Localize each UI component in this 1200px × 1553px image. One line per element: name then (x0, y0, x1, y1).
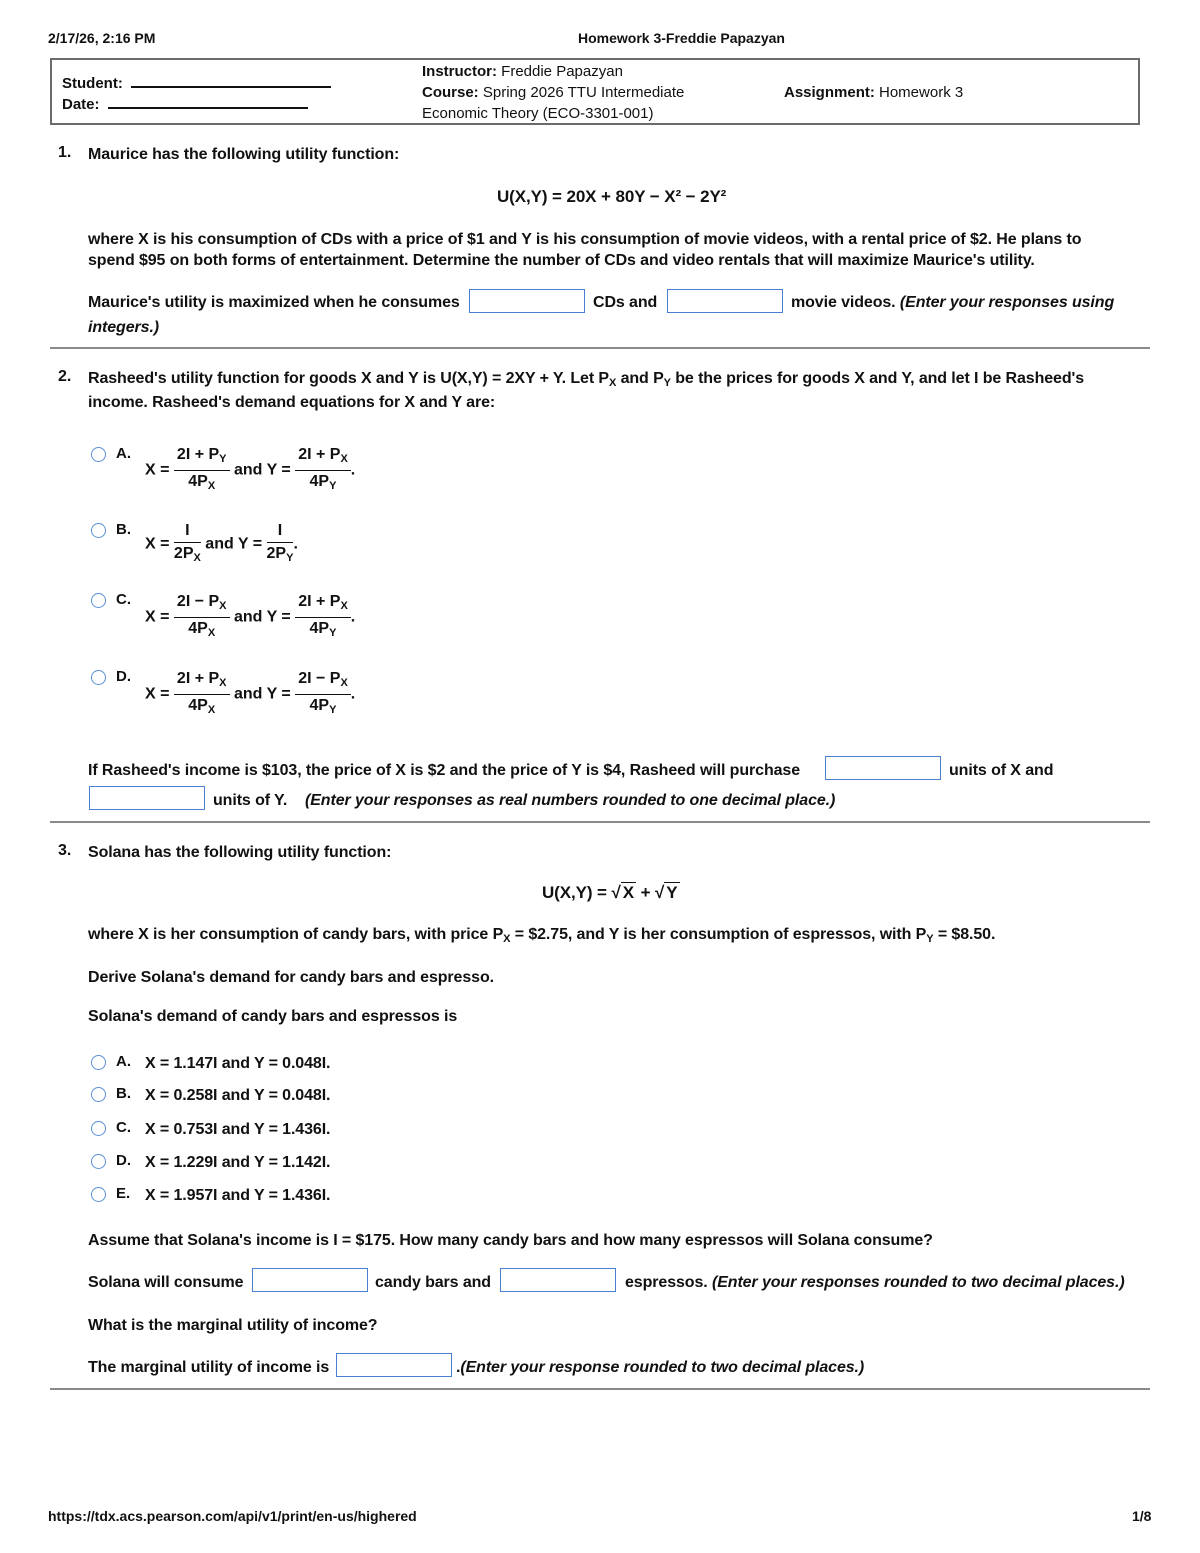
q2-d-x-eq: X = (145, 685, 170, 703)
q2-b-x-fraction (174, 520, 201, 569)
q3-option-a-letter: A. (116, 1053, 131, 1070)
date-label: Date: (62, 96, 100, 113)
q2-x-units-input[interactable] (825, 756, 941, 780)
q2-line1-c: be the prices for goods X and Y, and let I be Rasheed's (670, 370, 1085, 387)
q1-intro: Maurice has the following utility function: (88, 146, 400, 163)
footer-page: 1/8 (1132, 1508, 1152, 1524)
course-value-line1: Spring 2026 TTU Intermediate (478, 84, 685, 101)
course-value-line2: Economic Theory (ECO-3301-001) (422, 105, 654, 122)
q2-d-x-num-sub: X (219, 677, 227, 689)
assignment-field (784, 83, 963, 103)
q2-b-and-y: and Y = (205, 535, 263, 553)
q3-consume-suffix-group (625, 1272, 1125, 1293)
q1-cds-input[interactable] (469, 289, 585, 313)
q1-instruction-line1: (Enter your responses using (899, 294, 1115, 311)
instructor-field (422, 62, 623, 82)
q3-option-c-text: X = 0.753I and Y = 1.436I. (145, 1121, 331, 1138)
q2-option-c-letter: C. (116, 591, 131, 608)
q3-mu-income-input[interactable] (336, 1353, 452, 1377)
q2-option-c-equation (145, 591, 355, 644)
q2-b-y-den-sub: Y (286, 552, 294, 564)
q3-candy-bars-input[interactable] (252, 1268, 368, 1292)
q2-py-sub: Y (663, 377, 671, 389)
print-datetime: 2/17/26, 2:16 PM (48, 30, 156, 46)
q3-mu-dot: . (456, 1359, 461, 1376)
student-blank (131, 74, 331, 88)
q2-d-y-den: 4P (309, 697, 330, 714)
divider-q3 (50, 1388, 1150, 1390)
q3-mu-question: What is the marginal utility of income? (88, 1317, 378, 1334)
q2-option-a-equation (145, 444, 355, 497)
q3-consume-suffix: espressos. (625, 1274, 708, 1291)
q3-assume: Assume that Solana's income is I = $175. How many candy bars and how many espressos will Solana consume? (88, 1232, 933, 1249)
q2-a-x-den: 4P (188, 473, 208, 490)
print-doc-title: Homework 3-Freddie Papazyan (578, 30, 785, 46)
q2-d-y-den-sub: Y (329, 704, 337, 716)
instructor-value: Freddie Papazyan (497, 63, 623, 80)
q2-c-y-fraction (295, 591, 351, 644)
q1-equation: U(X,Y) = 20X + 80Y − X² − 2Y² (497, 187, 727, 206)
q2-line2: income. Rasheed's demand equations for X and Y are: (88, 394, 496, 411)
q2-a-y-den: 4P (309, 473, 330, 490)
q3-sqrt-x-arg: X (622, 883, 634, 902)
q2-option-a-radio[interactable] (91, 447, 106, 462)
q3-option-e-radio[interactable] (91, 1187, 106, 1202)
student-field (62, 74, 331, 94)
q3-eq-prefix: U(X,Y) = (542, 883, 607, 902)
q3-option-d-radio[interactable] (91, 1154, 106, 1169)
q2-a-y-num: 2I + P (298, 446, 341, 463)
q2-option-a-letter: A. (116, 445, 131, 462)
q2-a-x-fraction (174, 444, 230, 497)
q2-answer-line2-mid: units of Y. (213, 792, 288, 809)
q3-body-a: where X is her consumption of candy bars, with price P (88, 926, 504, 943)
q2-option-b-equation (145, 520, 298, 569)
q2-b-x-den: 2P (173, 545, 194, 562)
q3-mu-instruction-group (456, 1357, 864, 1378)
q3-option-d-text: X = 1.229I and Y = 1.142I. (145, 1154, 331, 1171)
q2-b-x-num: I (185, 522, 190, 539)
instructor-label: Instructor: (422, 63, 497, 80)
q2-c-y-num-sub: X (340, 600, 348, 612)
course-label: Course: (422, 84, 479, 101)
q2-y-units-input[interactable] (89, 786, 205, 810)
q3-option-c-radio[interactable] (91, 1121, 106, 1136)
q2-c-x-fraction (174, 591, 230, 644)
q2-a-period: . (350, 461, 356, 479)
q3-equation (542, 882, 680, 903)
q3-sqrt-x: √ X (611, 883, 634, 902)
q2-option-c-radio[interactable] (91, 593, 106, 608)
q2-option-d-equation (145, 668, 355, 721)
q2-c-period: . (350, 608, 356, 626)
q2-d-y-num-sub: X (340, 677, 348, 689)
date-field (62, 95, 308, 115)
q2-d-x-fraction (174, 668, 230, 721)
q2-c-y-den: 4P (309, 620, 330, 637)
q1-answer-suffix: movie videos. (791, 294, 896, 311)
q2-px-sub: X (608, 377, 617, 389)
q3-body (88, 924, 995, 950)
q3-body-c: = $8.50. (933, 926, 996, 943)
q2-a-x-num-sub: Y (219, 453, 227, 465)
q2-option-b-letter: B. (116, 521, 131, 538)
q2-b-y-num: I (277, 522, 283, 539)
q1-answer-mid: CDs and (593, 294, 658, 311)
q3-option-a-radio[interactable] (91, 1055, 106, 1070)
q3-option-b-radio[interactable] (91, 1087, 106, 1102)
q3-derive: Derive Solana's demand for candy bars and espresso. (88, 969, 494, 986)
q3-sqrt-y-arg: Y (666, 883, 678, 902)
q3-option-d-letter: D. (116, 1152, 131, 1169)
q3-consume-prefix: Solana will consume (88, 1274, 244, 1291)
q2-d-period: . (350, 685, 356, 703)
q2-a-x-den-sub: X (207, 480, 216, 492)
q2-d-x-den-sub: X (207, 704, 216, 716)
q3-mu-instruction: (Enter your response rounded to two decimal places.) (460, 1359, 865, 1376)
q3-espressos-input[interactable] (500, 1268, 616, 1292)
q2-line1-b: and P (616, 370, 664, 387)
q2-b-x-den-sub: X (193, 552, 201, 564)
q3-eq-plus: + (640, 883, 651, 902)
q2-c-y-den-sub: Y (329, 627, 337, 639)
q1-answer-prefix: Maurice's utility is maximized when he consumes (88, 294, 460, 311)
q2-instruction: (Enter your responses as real numbers rounded to one decimal place.) (305, 792, 836, 809)
q2-b-x-eq: X = (145, 535, 170, 553)
q2-option-d-letter: D. (116, 668, 131, 685)
q2-d-y-fraction (295, 668, 351, 721)
q2-a-y-den-sub: Y (329, 480, 337, 492)
q2-a-x-eq: X = (145, 461, 170, 479)
q3-number: 3. (58, 842, 72, 859)
q2-option-b-radio[interactable] (91, 523, 106, 538)
q3-option-c-letter: C. (116, 1119, 131, 1136)
date-blank (108, 95, 308, 109)
course-field (422, 83, 684, 103)
q2-line1-a: Rasheed's utility function for goods X and Y is U(X,Y) = 2XY + Y. Let P (88, 370, 609, 387)
q3-mu-prefix: The marginal utility of income is (88, 1359, 330, 1376)
q3-option-e-text: X = 1.957I and Y = 1.436I. (145, 1187, 331, 1204)
q3-px-sub: X (503, 933, 511, 945)
q2-c-and-y: and Y = (233, 608, 291, 626)
q3-option-e-letter: E. (116, 1185, 131, 1202)
divider-q2 (50, 821, 1150, 823)
q3-intro: Solana has the following utility function: (88, 844, 392, 861)
q2-b-period: . (293, 535, 298, 553)
q2-c-x-eq: X = (145, 608, 170, 626)
q3-consume-mid: candy bars and (375, 1274, 491, 1291)
q1-videos-input[interactable] (667, 289, 783, 313)
q2-c-x-num-sub: X (219, 600, 227, 612)
assignment-value: Homework 3 (874, 84, 964, 101)
q1-body-line2: spend $95 on both forms of entertainment. Determine the number of CDs and video rentals that will maximize Maurice's utility. (88, 252, 1035, 269)
q1-instruction-line2: integers.) (88, 319, 160, 336)
q3-sqrt-y: √ Y (655, 883, 678, 902)
q3-py-sub: Y (926, 933, 934, 945)
q2-d-x-den: 4P (188, 697, 208, 714)
q3-option-b-text: X = 0.258I and Y = 0.048I. (145, 1087, 331, 1104)
q2-d-y-num: 2I − P (298, 670, 341, 687)
assignment-header-box (50, 58, 1140, 125)
divider-q1 (50, 347, 1150, 349)
q1-number: 1. (58, 144, 72, 161)
q2-d-and-y: and Y = (233, 685, 291, 703)
q3-option-b-letter: B. (116, 1085, 131, 1102)
q2-b-y-fraction (267, 520, 294, 569)
q2-c-x-den: 4P (188, 620, 208, 637)
q2-c-x-den-sub: X (207, 627, 216, 639)
assignment-label: Assignment: (784, 84, 875, 101)
q2-answer-line1-suffix: units of X and (949, 762, 1054, 779)
q2-a-x-num: 2I + P (176, 446, 220, 463)
q3-consume-instruction: (Enter your responses rounded to two decimal places.) (711, 1274, 1125, 1291)
q3-option-a-text: X = 1.147I and Y = 0.048I. (145, 1055, 331, 1072)
q2-a-and-y: and Y = (233, 461, 291, 479)
q1-answer-suffix-group (791, 292, 1114, 313)
q1-body-line1: where X is his consumption of CDs with a price of $1 and Y is his consumption of movie videos, with a rental price of $2. He plans to (88, 231, 1082, 248)
q2-a-y-num-sub: X (340, 453, 348, 465)
q3-demand-is: Solana's demand of candy bars and espressos is (88, 1008, 458, 1025)
q3-body-b: = $2.75, and Y is her consumption of espressos, with P (510, 926, 927, 943)
q2-b-y-den: 2P (266, 545, 287, 562)
q2-line1 (88, 368, 1084, 394)
q2-d-x-num: 2I + P (176, 670, 220, 687)
q2-answer-line1-prefix: If Rasheed's income is $103, the price of X is $2 and the price of Y is $4, Rasheed will purchase (88, 762, 801, 779)
q2-number: 2. (58, 368, 72, 385)
student-label: Student: (62, 75, 123, 92)
q2-a-y-fraction (295, 444, 351, 497)
q2-c-x-num: 2I − P (176, 593, 220, 610)
q2-option-d-radio[interactable] (91, 670, 106, 685)
q2-c-y-num: 2I + P (298, 593, 341, 610)
footer-url: https://tdx.acs.pearson.com/api/v1/print/en-us/highered (48, 1508, 417, 1524)
